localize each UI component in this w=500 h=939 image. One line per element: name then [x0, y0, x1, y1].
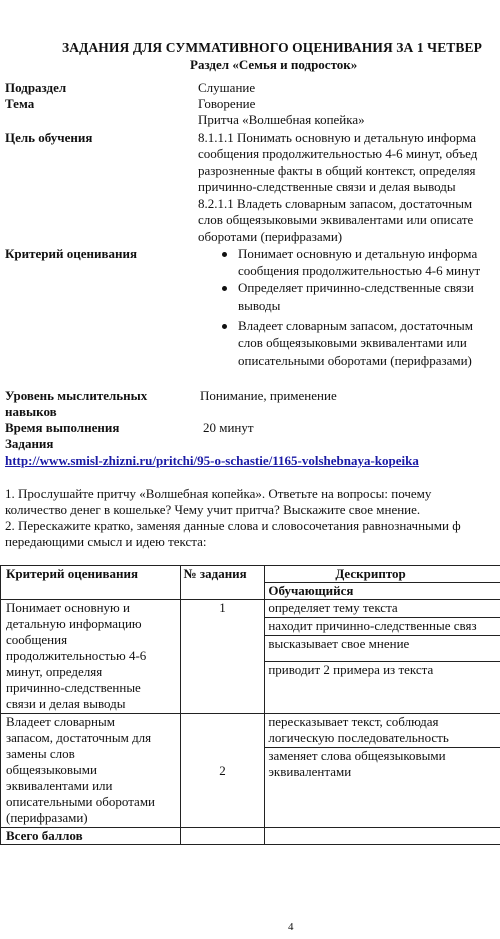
topic-label: Тема	[5, 96, 35, 111]
thinking-level-value: Понимание, применение	[200, 388, 337, 403]
goal-label: Цель обучения	[5, 130, 93, 145]
descriptor-item: высказывает свое мнение	[265, 636, 500, 662]
thinking-level-label-2: навыков	[5, 404, 57, 419]
descriptor-cell	[265, 600, 500, 714]
topic-value: Говорение	[198, 96, 256, 111]
subsection-value: Слушание	[198, 80, 256, 95]
criteria-bullet-line: Определяет причинно-следственные связи	[238, 280, 474, 295]
criteria-bullet-line: слов общеязыковыми эквивалентами или	[238, 335, 467, 350]
criteria-bullet-line: выводы	[238, 298, 281, 313]
goal-line: 8.2.1.1 Владеть словарным запасом, достаточным	[198, 196, 473, 211]
criterion-cell: Понимает основную и детальную информацию сообщения продолжительностью 4-6 минут, определяя причинно-следственные связи и делая выводы	[1, 600, 181, 714]
bullet-icon	[222, 324, 227, 329]
bullet-icon	[222, 286, 227, 291]
descriptor-item: приводит 2 примера из текста	[268, 662, 434, 677]
header-student: Обучающийся	[265, 583, 500, 600]
goal-line: разрозненные факты в общий контекст, определяя	[198, 163, 476, 178]
criteria-bullet-line: сообщения продолжительностью 4-6 минут	[238, 263, 481, 278]
topic-value-parable: Притча «Волшебная копейка»	[198, 112, 365, 127]
table-row	[1, 600, 500, 714]
table-total-row	[1, 828, 500, 845]
header-criterion: Критерий оценивания	[1, 566, 181, 600]
goal-line: оборотами (перифразами)	[198, 229, 343, 244]
goal-line: 8.1.1.1 Понимать основную и детальную информа	[198, 130, 477, 145]
time-value: 20 минут	[203, 420, 254, 435]
criteria-label: Критерий оценивания	[5, 246, 138, 261]
task-2-line: 2. Перескажите кратко, заменяя данные слова и словосочетания равнозначными ф	[5, 518, 461, 533]
goal-line: слов общеязыковыми эквивалентами или описате	[198, 212, 474, 227]
criteria-bullet-line: описательными оборотами (перифразами)	[238, 353, 472, 368]
descriptor-item: определяет тему текста	[265, 600, 500, 618]
thinking-level-label: Уровень мыслительных	[5, 388, 148, 403]
total-label: Всего баллов	[1, 828, 181, 845]
descriptor-item: пересказывает текст, соблюдая логическую последовательность	[265, 714, 500, 748]
descriptor-cell	[265, 714, 500, 828]
header-descriptor: Дескриптор	[265, 566, 500, 583]
table-row	[1, 714, 500, 828]
section-title: Раздел «Семья и подросток»	[190, 57, 358, 72]
page-number: 4	[288, 921, 294, 933]
criteria-bullet-line: Владеет словарным запасом, достаточным	[238, 318, 473, 333]
descriptor-item: находит причинно-следственные связ	[265, 618, 500, 636]
task-1-line: 1. Прослушайте притчу «Волшебная копейка». Ответьте на вопросы: почему	[5, 486, 432, 501]
task-1-line-2: количество денег в кошельке? Чему учит притча? Выскажите свое мнение.	[5, 502, 421, 517]
task-2-line-2: передающими смысл и идею текста:	[5, 534, 207, 549]
tasks-label: Задания	[5, 436, 54, 451]
criterion-cell: Владеет словарным запасом, достаточным для замены слов общеязыковыми эквивалентами или описательными оборотами (перифразами)	[1, 714, 181, 828]
task-number-cell: 1	[180, 600, 265, 714]
goal-line: причинно-следственные связи и делая выводы	[198, 179, 456, 194]
goal-line: сообщения продолжительностью 4-6 минут, объед	[198, 146, 478, 161]
assessment-table	[0, 565, 500, 845]
bullet-icon	[222, 252, 227, 257]
time-label: Время выполнения	[5, 420, 120, 435]
subsection-label: Подраздел	[5, 80, 67, 95]
criteria-bullet-line: Понимает основную и детальную информа	[238, 246, 478, 261]
table-header-row	[1, 566, 500, 583]
task-number-cell: 2	[180, 714, 265, 828]
descriptor-item: заменяет слова общеязыковыми эквивалентами	[268, 748, 446, 779]
document-title: ЗАДАНИЯ ДЛЯ СУММАТИВНОГО ОЦЕНИВАНИЯ ЗА 1 ЧЕТВЕР	[62, 40, 482, 55]
header-task-number: № задания	[180, 566, 265, 600]
parable-link[interactable]: http://www.smisl-zhizni.ru/pritchi/95-o-schastie/1165-volshebnaya-kopeika	[5, 453, 419, 468]
